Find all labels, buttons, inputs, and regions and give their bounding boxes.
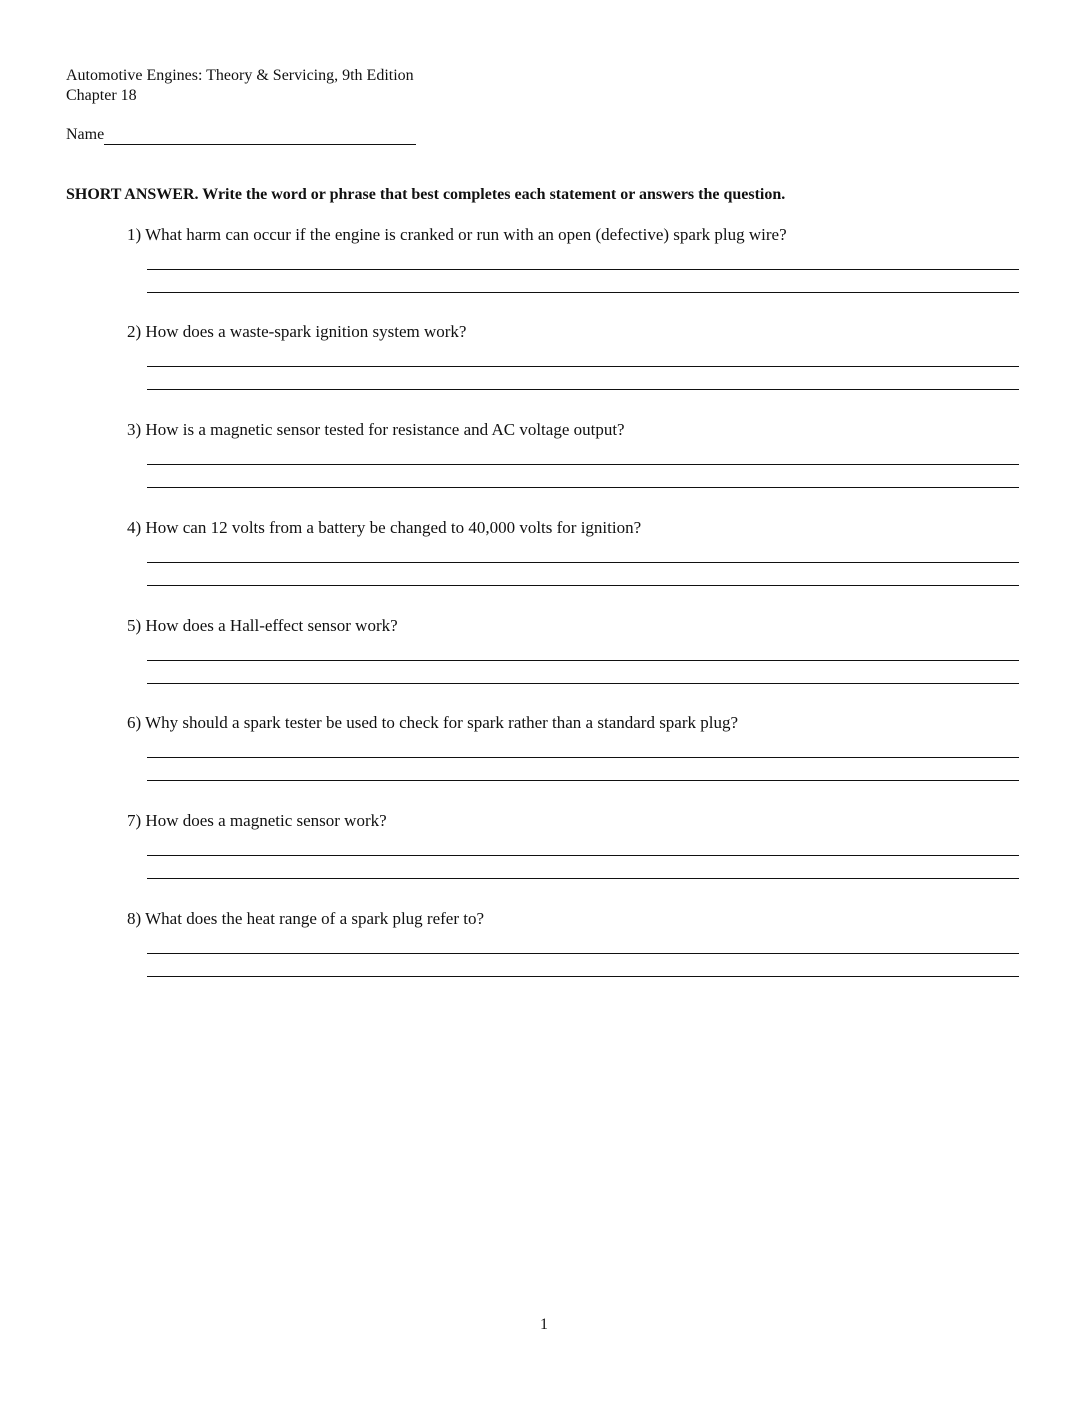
question-number: 1) (127, 225, 142, 244)
answer-line (147, 292, 1019, 293)
question-7 (127, 811, 1019, 831)
question-prompt: How does a magnetic sensor work? (145, 811, 387, 830)
question-3 (127, 420, 1019, 440)
question-number: 8) (127, 909, 142, 928)
question-text (127, 713, 1019, 733)
name-field (66, 125, 416, 145)
answer-line (147, 366, 1019, 367)
question-text (127, 322, 1019, 342)
question-text (127, 420, 1019, 440)
chapter-label: Chapter 18 (66, 87, 137, 104)
question-prompt: How is a magnetic sensor tested for resistance and AC voltage output? (145, 420, 625, 439)
answer-line (147, 780, 1019, 781)
section-instructions: SHORT ANSWER. Write the word or phrase that best completes each statement or answers the question. (66, 186, 786, 203)
question-text (127, 518, 1019, 538)
answer-line (147, 487, 1019, 488)
question-text (127, 909, 1019, 929)
question-number: 4) (127, 518, 142, 537)
book-title: Automotive Engines: Theory & Servicing, 9th Edition (66, 67, 414, 84)
question-prompt: What does the heat range of a spark plug refer to? (145, 909, 485, 928)
question-prompt: What harm can occur if the engine is cranked or run with an open (defective) spark plug wire? (145, 225, 787, 244)
name-blank-line (104, 127, 416, 145)
question-prompt: How does a Hall-effect sensor work? (145, 616, 398, 635)
document-header (66, 66, 414, 106)
question-number: 2) (127, 322, 142, 341)
name-label: Name (66, 126, 105, 143)
question-8 (127, 909, 1019, 929)
question-text (127, 811, 1019, 831)
answer-line (147, 464, 1019, 465)
question-number: 7) (127, 811, 142, 830)
question-number: 6) (127, 713, 142, 732)
answer-line (147, 855, 1019, 856)
question-prompt: How does a waste-spark ignition system work? (145, 322, 467, 341)
question-text (127, 225, 1019, 245)
question-prompt: Why should a spark tester be used to check for spark rather than a standard spark plug? (145, 713, 739, 732)
answer-line (147, 976, 1019, 977)
question-text (127, 616, 1019, 636)
question-5 (127, 616, 1019, 636)
answer-line (147, 660, 1019, 661)
question-number: 3) (127, 420, 142, 439)
answer-line (147, 757, 1019, 758)
question-prompt: How can 12 volts from a battery be changed to 40,000 volts for ignition? (145, 518, 642, 537)
answer-line (147, 562, 1019, 563)
answer-line (147, 269, 1019, 270)
answer-line (147, 953, 1019, 954)
question-4 (127, 518, 1019, 538)
question-2 (127, 322, 1019, 342)
question-number: 5) (127, 616, 142, 635)
question-6 (127, 713, 1019, 733)
question-1 (127, 225, 1019, 245)
answer-line (147, 585, 1019, 586)
answer-line (147, 389, 1019, 390)
answer-line (147, 878, 1019, 879)
page-number: 1 (540, 1316, 548, 1333)
answer-line (147, 683, 1019, 684)
